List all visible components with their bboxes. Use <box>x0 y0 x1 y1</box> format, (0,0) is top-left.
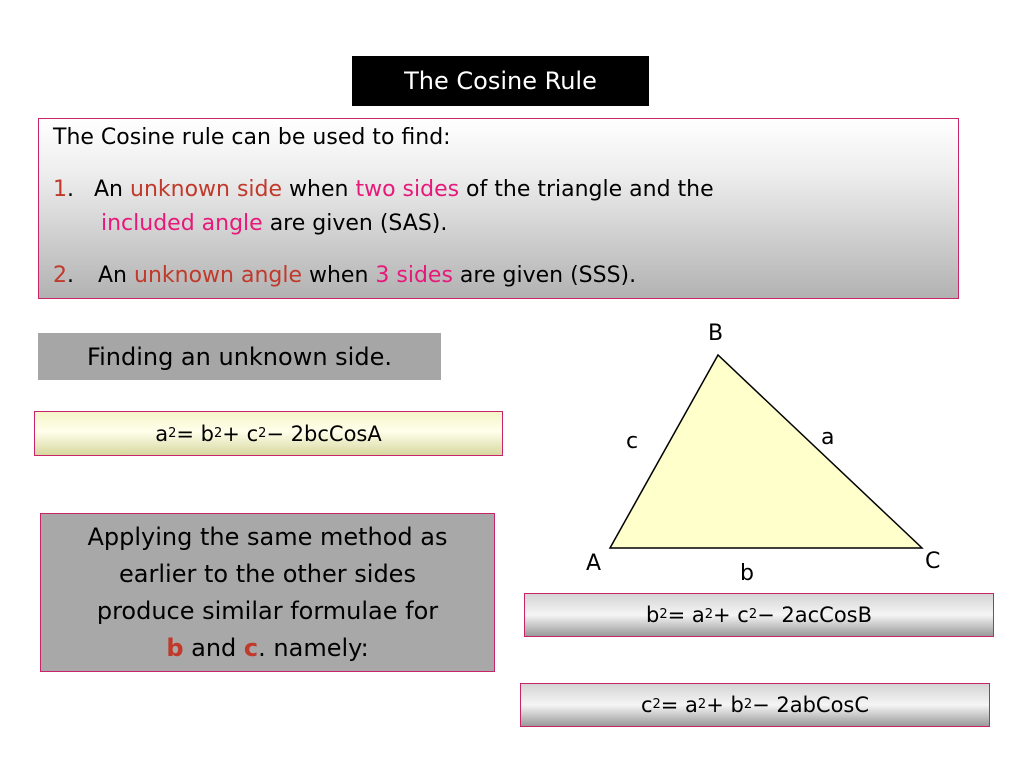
item-1-text-4: are given (SAS). <box>262 211 448 236</box>
side-b-label: b <box>740 561 754 586</box>
item-2-text-1: An <box>98 263 134 288</box>
intro-panel <box>38 118 959 299</box>
page-title: The Cosine Rule <box>352 56 649 106</box>
triangle-shape <box>610 355 922 548</box>
side-a-label: a <box>821 425 835 450</box>
side-c-label: c <box>626 429 639 454</box>
item-2-highlight-3-sides: 3 sides <box>375 263 453 288</box>
apply-and: and <box>183 634 244 662</box>
vertex-b-label: B <box>708 321 724 346</box>
triangle-diagram <box>560 310 1000 590</box>
apply-highlight-b: b <box>166 634 184 662</box>
item-2-highlight-unknown-angle: unknown angle <box>134 263 302 288</box>
item-2-text-3: are given (SSS). <box>452 263 637 288</box>
item-1-text-2: when <box>282 177 356 202</box>
item-1-highlight-two-sides: two sides <box>355 177 460 202</box>
apply-line-1: Applying the same method as <box>87 523 448 551</box>
item-1-number: 1 <box>53 177 67 202</box>
item-1-text-3: of the triangle and the <box>459 177 714 202</box>
intro-item-1 <box>53 177 714 202</box>
vertex-c-label: C <box>925 549 941 574</box>
apply-highlight-c: c <box>243 634 259 662</box>
item-1-text-1: An <box>94 177 130 202</box>
finding-unknown-side-label: Finding an unknown side. <box>38 333 441 380</box>
apply-namely: . namely: <box>258 634 369 662</box>
item-1-highlight-included-angle: included angle <box>101 211 263 236</box>
apply-method-panel <box>40 513 495 672</box>
intro-item-2 <box>53 263 636 288</box>
item-2-text-2: when <box>302 263 376 288</box>
formula-side-b: b 2 = a 2 + c 2 − 2acCosB <box>524 593 994 637</box>
item-1-highlight-unknown-side: unknown side <box>130 177 283 202</box>
intro-item-1-continued <box>101 211 447 236</box>
formula-side-c: c 2 = a 2 + b 2 − 2abCosC <box>520 683 990 727</box>
apply-line-4 <box>41 630 494 667</box>
vertex-a-label: A <box>586 551 602 576</box>
apply-line-3: produce similar formulae for <box>96 597 439 625</box>
item-2-dot: . <box>67 263 74 288</box>
apply-line-2: earlier to the other sides <box>119 560 416 588</box>
intro-heading: The Cosine rule can be used to find: <box>53 125 451 150</box>
item-2-number: 2 <box>53 263 67 288</box>
formula-side-a: a 2 = b 2 + c 2 − 2bcCosA <box>34 411 503 456</box>
item-1-dot: . <box>67 177 74 202</box>
